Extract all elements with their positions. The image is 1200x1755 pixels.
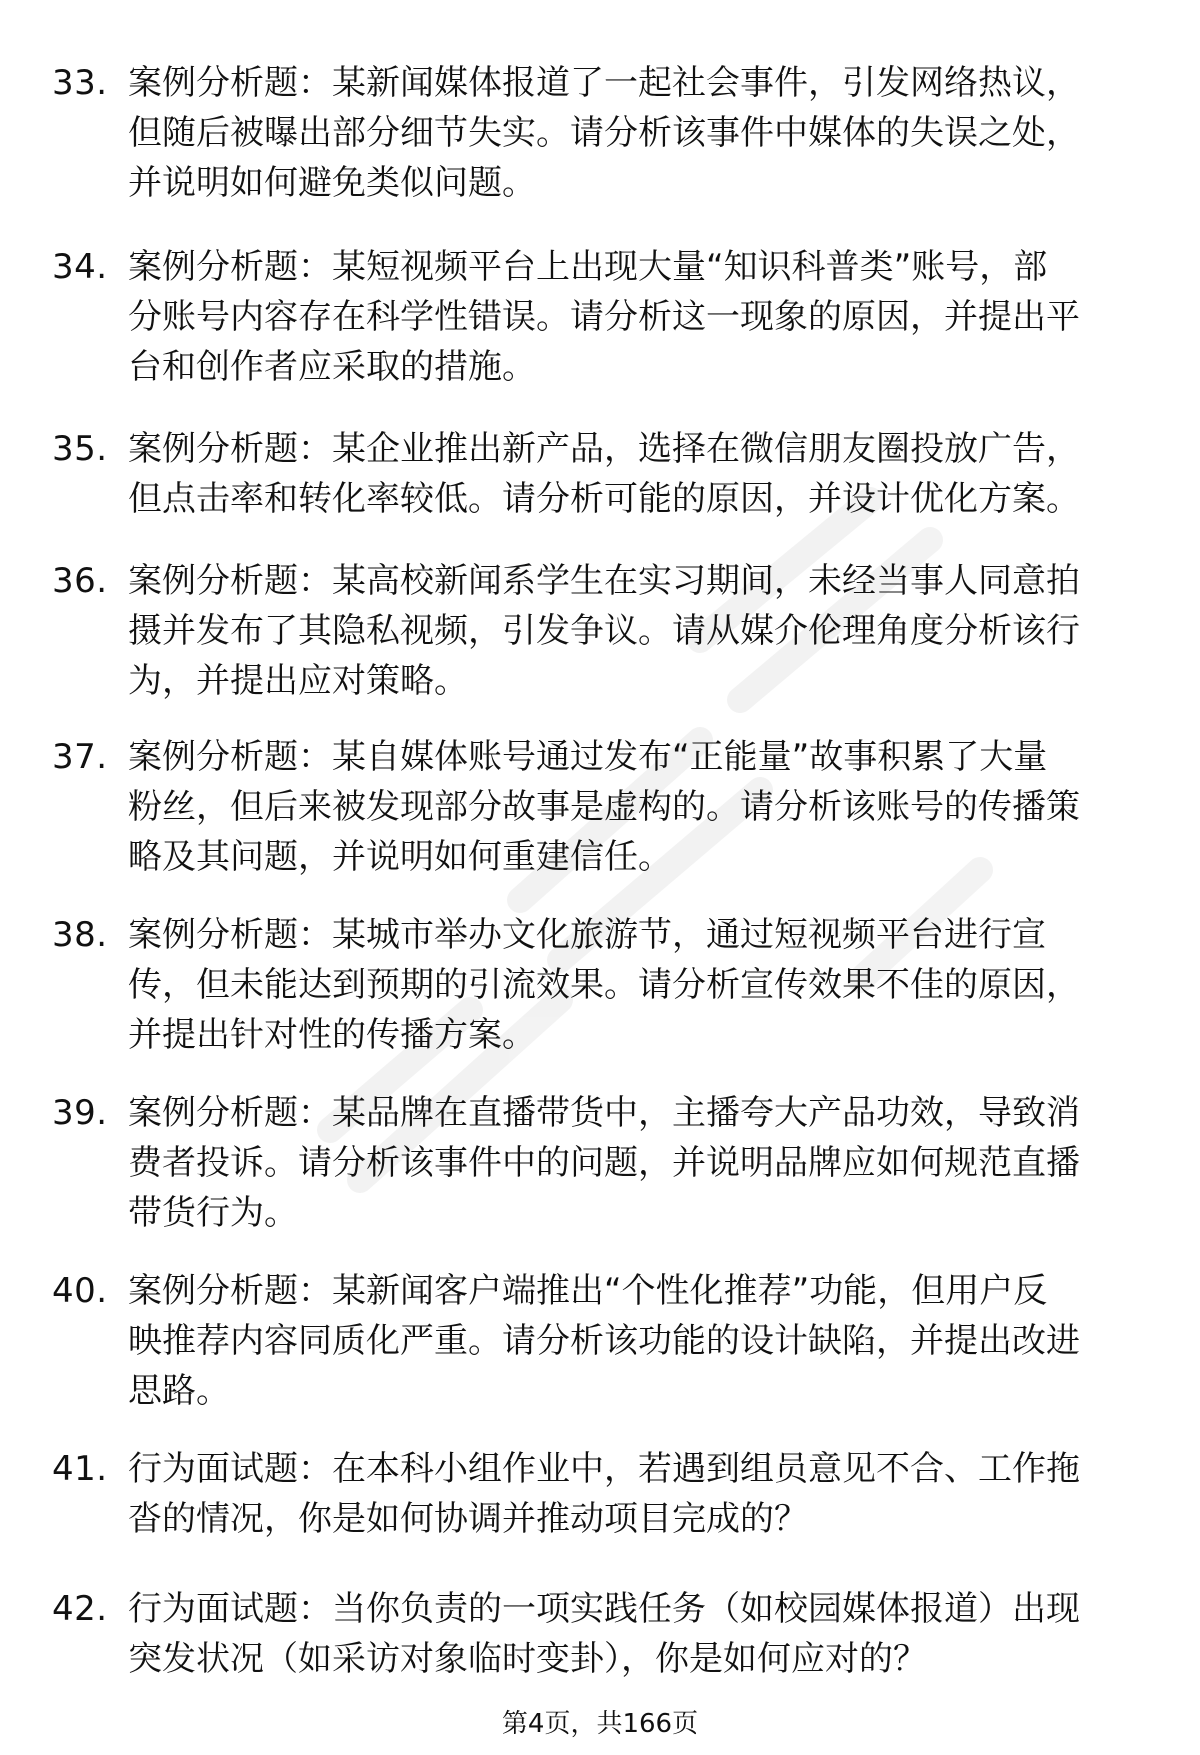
question-text-line: 案例分析题：某新闻客户端推出“个性化推荐”功能，但用户反	[128, 1271, 1048, 1311]
question-text-line: 思路。	[128, 1371, 230, 1411]
page-indicator: 第4页，共166页	[501, 1709, 699, 1739]
question-text-line: 为，并提出应对策略。	[128, 661, 468, 701]
question-text-line: 带货行为。	[128, 1193, 298, 1233]
question-text-line: 案例分析题：某城市举办文化旅游节，通过短视频平台进行宣	[128, 915, 1046, 955]
question-text-line: 突发状况（如采访对象临时变卦），你是如何应对的？	[128, 1639, 927, 1679]
question-text-line: 费者投诉。请分析该事件中的问题，并说明品牌应如何规范直播	[128, 1143, 1080, 1183]
question-text-line: 分账号内容存在科学性错误。请分析这一现象的原因，并提出平	[128, 297, 1080, 337]
question-text-line: 粉丝，但后来被发现部分故事是虚构的。请分析该账号的传播策	[128, 787, 1080, 827]
question-text-line: 案例分析题：某短视频平台上出现大量“知识科普类”账号，部	[128, 247, 1048, 287]
question-number: 37.	[52, 737, 108, 777]
question-number: 42.	[52, 1589, 108, 1629]
question-text-line: 略及其问题，并说明如何重建信任。	[128, 837, 672, 877]
question-text-line: 台和创作者应采取的措施。	[128, 347, 536, 387]
question-number: 36.	[52, 561, 108, 601]
question-text-line: 行为面试题：当你负责的一项实践任务（如校园媒体报道）出现	[128, 1589, 1080, 1629]
question-text-line: 并提出针对性的传播方案。	[128, 1015, 536, 1055]
question-text-line: 但点击率和转化率较低。请分析可能的原因，并设计优化方案。	[128, 479, 1080, 519]
question-text-line: 案例分析题：某自媒体账号通过发布“正能量”故事积累了大量	[128, 737, 1048, 777]
question-text-line: 并说明如何避免类似问题。	[128, 163, 536, 203]
question-number: 33.	[52, 63, 108, 103]
question-text-line: 案例分析题：某企业推出新产品，选择在微信朋友圈投放广告，	[128, 429, 1080, 469]
question-number: 40.	[52, 1271, 108, 1311]
question-text-line: 传，但未能达到预期的引流效果。请分析宣传效果不佳的原因，	[128, 965, 1080, 1005]
question-number: 41.	[52, 1449, 108, 1489]
question-text-line: 沓的情况，你是如何协调并推动项目完成的？	[128, 1499, 808, 1539]
question-text-line: 摄并发布了其隐私视频，引发争议。请从媒介伦理角度分析该行	[128, 611, 1080, 651]
question-text-line: 行为面试题：在本科小组作业中，若遇到组员意见不合、工作拖	[128, 1449, 1080, 1489]
question-number: 39.	[52, 1093, 108, 1133]
question-number: 34.	[52, 247, 108, 287]
question-text-line: 案例分析题：某新闻媒体报道了一起社会事件，引发网络热议，	[128, 63, 1080, 103]
question-number: 38.	[52, 915, 108, 955]
question-text-line: 映推荐内容同质化严重。请分析该功能的设计缺陷，并提出改进	[128, 1321, 1080, 1361]
question-text-line: 案例分析题：某品牌在直播带货中，主播夸大产品功效，导致消	[128, 1093, 1080, 1133]
question-text-line: 但随后被曝出部分细节失实。请分析该事件中媒体的失误之处，	[128, 113, 1080, 153]
question-number: 35.	[52, 429, 108, 469]
question-text-line: 案例分析题：某高校新闻系学生在实习期间，未经当事人同意拍	[128, 561, 1080, 601]
